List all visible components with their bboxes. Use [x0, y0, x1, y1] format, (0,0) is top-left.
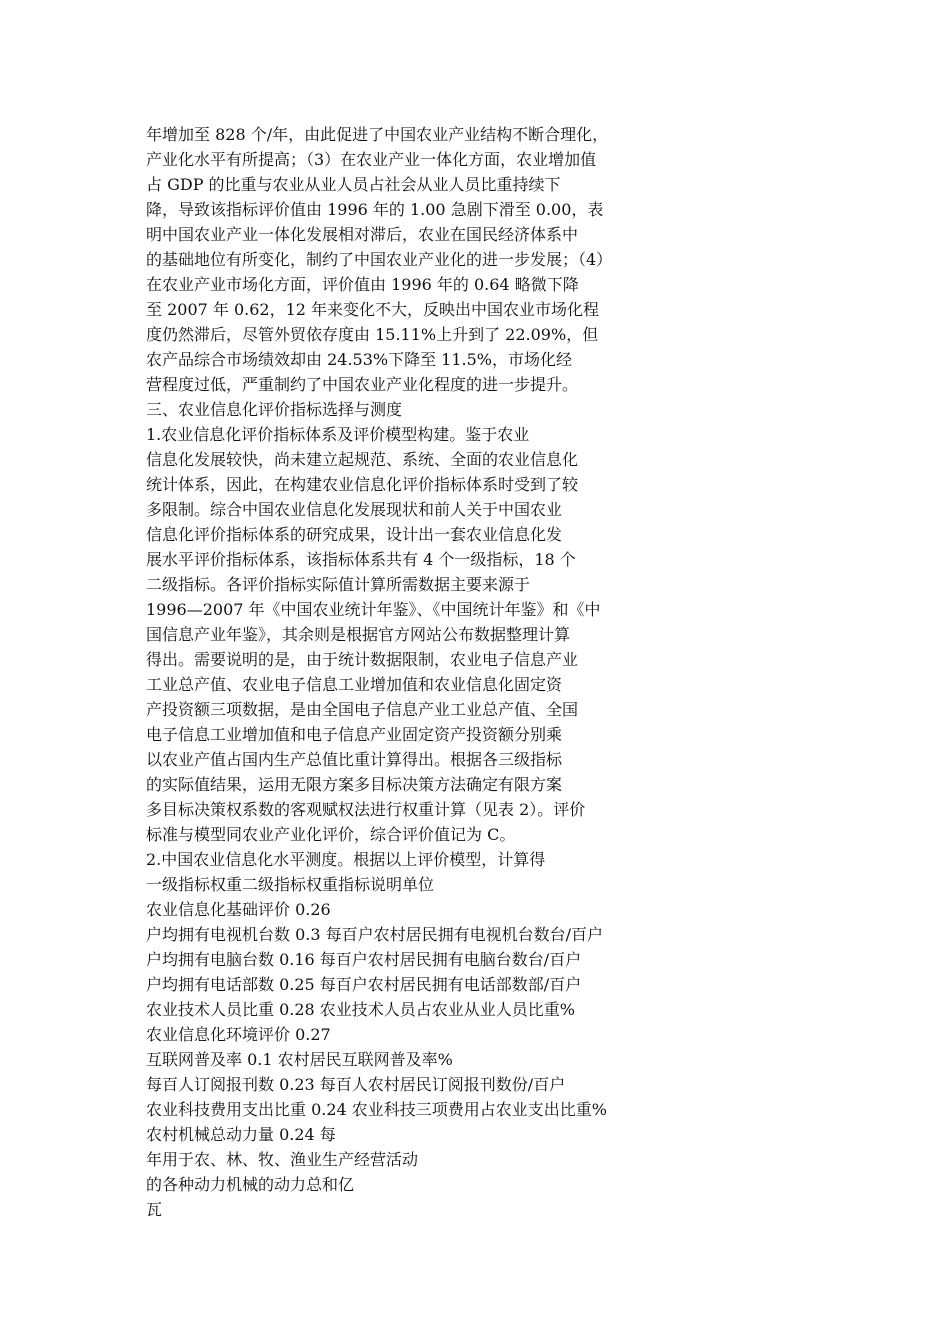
table-line: 户均拥有电脑台数 0.16 每百户农村居民拥有电脑台数台/百户: [146, 950, 582, 969]
table-line: 农业信息化基础评价 0.26: [146, 900, 331, 919]
text-line: 年增加至 828 个/年，由此促进了中国农业产业结构不断合理化，: [146, 125, 609, 144]
table-line: 年用于农、林、牧、渔业生产经营活动: [146, 1150, 419, 1169]
text-line: 度仍然滞后，尽管外贸依存度由 15.11%上升到了 22.09%，但: [146, 325, 599, 344]
table-line: 农业技术人员比重 0.28 农业技术人员占农业从业人员比重%: [146, 1000, 576, 1019]
text-line: 2.中国农业信息化水平测度。根据以上评价模型，计算得: [146, 850, 546, 869]
text-line: 多目标决策权系数的客观赋权法进行权重计算（见表 2）。评价: [146, 800, 586, 819]
text-line: 二级指标。各评价指标实际值计算所需数据主要来源于: [146, 575, 531, 594]
table-line: 的各种动力机械的动力总和亿: [146, 1175, 355, 1194]
text-line: 降，导致该指标评价值由 1996 年的 1.00 急剧下滑至 0.00，表: [146, 200, 604, 219]
table-header-line: 一级指标权重二级指标权重指标说明单位: [146, 875, 435, 894]
text-line: 1.农业信息化评价指标体系及评价模型构建。鉴于农业: [146, 425, 530, 444]
text-line: 多限制。综合中国农业信息化发展现状和前人关于中国农业: [146, 500, 563, 519]
text-line: 电子信息工业增加值和电子信息产业固定资产投资额分别乘: [146, 725, 563, 744]
text-line: 的实际值结果，运用无限方案多目标决策方法确定有限方案: [146, 775, 563, 794]
text-line: 国信息产业年鉴》，其余则是根据官方网站公布数据整理计算: [146, 625, 571, 644]
document-body: [146, 122, 666, 1222]
text-line: 至 2007 年 0.62，12 年来变化不大，反映出中国农业市场化程: [146, 300, 600, 319]
table-line: 户均拥有电视机台数 0.3 每百户农村居民拥有电视机台数台/百户: [146, 925, 604, 944]
table-line: 每百人订阅报刊数 0.23 每百人农村居民订阅报刊数份/百户: [146, 1075, 566, 1094]
table-line: 瓦: [146, 1200, 163, 1219]
text-line: 的基础地位有所变化，制约了中国农业产业化的进一步发展；（4）: [146, 250, 613, 269]
text-line: 以农业产值占国内生产总值比重计算得出。根据各三级指标: [146, 750, 563, 769]
text-line: 在农业产业市场化方面，评价值由 1996 年的 0.64 略微下降: [146, 275, 579, 294]
text-line: 营程度过低，严重制约了中国农业产业化程度的进一步提升。: [146, 375, 579, 394]
text-line: 明中国农业产业一体化发展相对滞后，农业在国民经济体系中: [146, 225, 579, 244]
table-line: 户均拥有电话部数 0.25 每百户农村居民拥有电话部数部/百户: [146, 975, 582, 994]
text-line: 信息化发展较快，尚未建立起规范、系统、全面的农业信息化: [146, 450, 579, 469]
section-heading: 三、农业信息化评价指标选择与测度: [146, 400, 403, 419]
text-line: 得出。需要说明的是，由于统计数据限制，农业电子信息产业: [146, 650, 579, 669]
table-line: 农村机械总动力量 0.24 每: [146, 1125, 336, 1144]
text-line: 农产品综合市场绩效却由 24.53%下降至 11.5%，市场化经: [146, 350, 573, 369]
text-line: 1996—2007 年《中国农业统计年鉴》、《中国统计年鉴》和《中: [146, 600, 601, 619]
text-line: 占 GDP 的比重与农业从业人员占社会从业人员比重持续下: [146, 175, 561, 194]
table-line: 互联网普及率 0.1 农村居民互联网普及率%: [146, 1050, 453, 1069]
text-line: 统计体系，因此，在构建农业信息化评价指标体系时受到了较: [146, 475, 579, 494]
text-line: 产业化水平有所提高；（3）在农业产业一体化方面，农业增加值: [146, 150, 597, 169]
text-line: 工业总产值、农业电子信息工业增加值和农业信息化固定资: [146, 675, 563, 694]
table-line: 农业科技费用支出比重 0.24 农业科技三项费用占农业支出比重%: [146, 1100, 608, 1119]
text-line: 信息化评价指标体系的研究成果，设计出一套农业信息化发: [146, 525, 563, 544]
table-line: 农业信息化环境评价 0.27: [146, 1025, 331, 1044]
text-line: 展水平评价指标体系，该指标体系共有 4 个一级指标，18 个: [146, 550, 576, 569]
text-line: 产投资额三项数据，是由全国电子信息产业工业总产值、全国: [146, 700, 579, 719]
text-line: 标准与模型同农业产业化评价，综合评价值记为 C。: [146, 825, 516, 844]
